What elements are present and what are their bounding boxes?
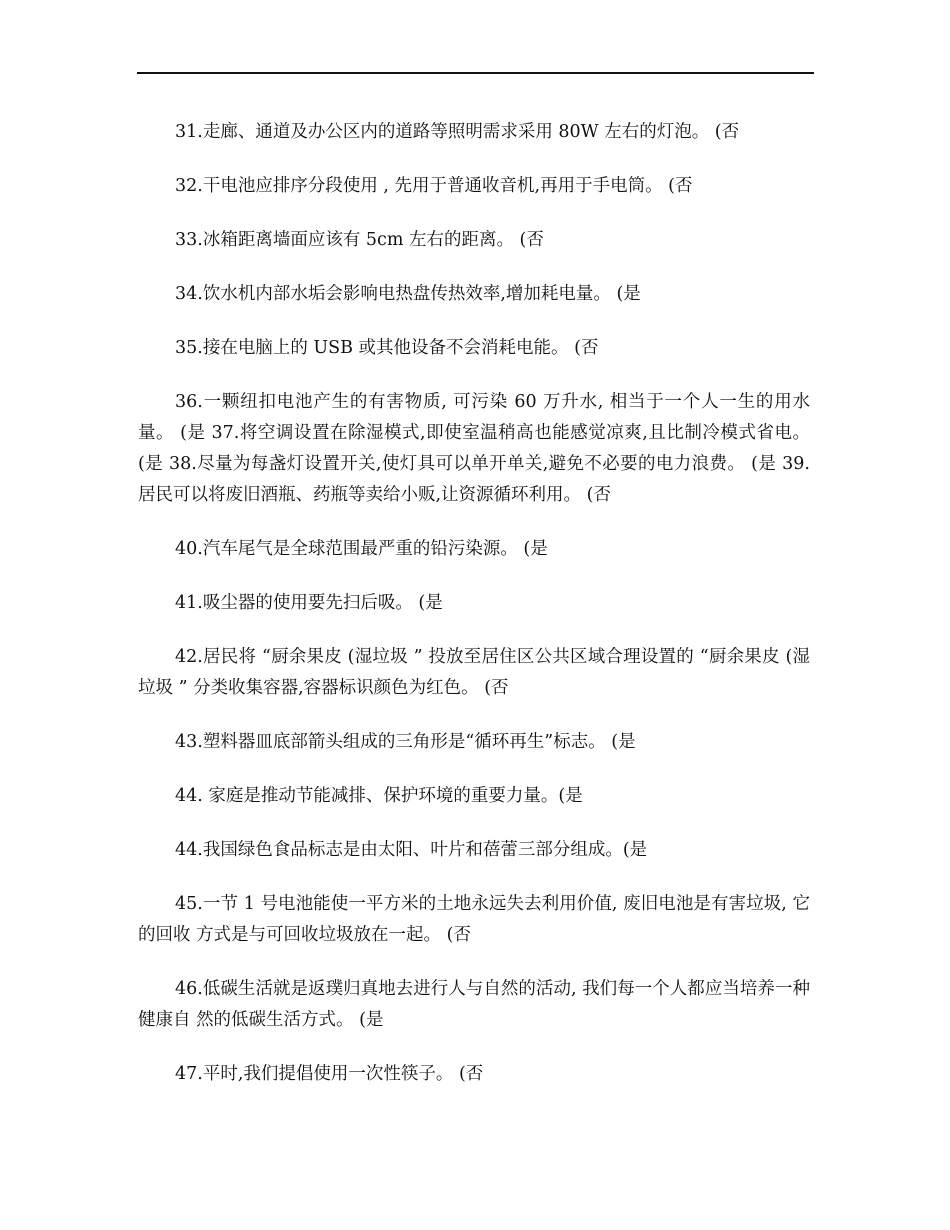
question-item: 36.一颗纽扣电池产生的有害物质, 可污染 60 万升水, 相当于一个人一生的用水量。 (是 37.将空调设置在除湿模式,即使室温稍高也能感觉凉爽,且比制冷模式省电。 (是 38.尽量为每盏灯设置开关,使灯具可以单开单关,避免不必要的电力浪费。 (是 39.居民可以将废旧酒瓶、药瓶等卖给小贩,让资源循环利用。 (否 xyxy=(138,392,810,505)
question-item: 44. 家庭是推动节能减排、保护环境的重要力量。(是 xyxy=(175,786,583,806)
question-item: 42.居民将 “厨余果皮 (湿垃圾 ” 投放至居住区公共区域合理设置的 “厨余果皮 (湿垃圾 ” 分类收集容器,容器标识颜色为红色。 (否 xyxy=(138,647,810,698)
header-rule xyxy=(137,72,814,74)
question-item: 34.饮水机内部水垢会影响电热盘传热效率,增加耗电量。 (是 xyxy=(175,284,641,304)
question-item: 40.汽车尾气是全球范围最严重的铅污染源。 (是 xyxy=(175,539,548,559)
question-item: 45.一节 1 号电池能使一平方米的土地永远失去利用价值, 废旧电池是有害垃圾, 它的回收 方式是与可回收垃圾放在一起。 (否 xyxy=(138,894,810,945)
question-item: 46.低碳生活就是返璞归真地去进行人与自然的活动, 我们每一个人都应当培养一种健康自 然的低碳生活方式。 (是 xyxy=(138,979,810,1030)
question-item: 41.吸尘器的使用要先扫后吸。 (是 xyxy=(175,593,443,613)
question-item: 44.我国绿色食品标志是由太阳、叶片和蓓蕾三部分组成。(是 xyxy=(175,840,648,860)
question-item: 33.冰箱距离墙面应该有 5cm 左右的距离。 (否 xyxy=(175,230,544,250)
question-item: 31.走廊、通道及办公区内的道路等照明需求采用 80W 左右的灯泡。 (否 xyxy=(175,122,740,142)
question-item: 35.接在电脑上的 USB 或其他设备不会消耗电能。 (否 xyxy=(175,338,599,358)
question-item: 32.干电池应排序分段使用 , 先用于普通收音机,再用于手电筒。 (否 xyxy=(175,176,693,196)
question-item: 47.平时,我们提倡使用一次性筷子。 (否 xyxy=(175,1064,484,1084)
question-list xyxy=(138,117,810,1090)
question-item: 43.塑料器皿底部箭头组成的三角形是“循环再生”标志。 (是 xyxy=(175,732,636,752)
